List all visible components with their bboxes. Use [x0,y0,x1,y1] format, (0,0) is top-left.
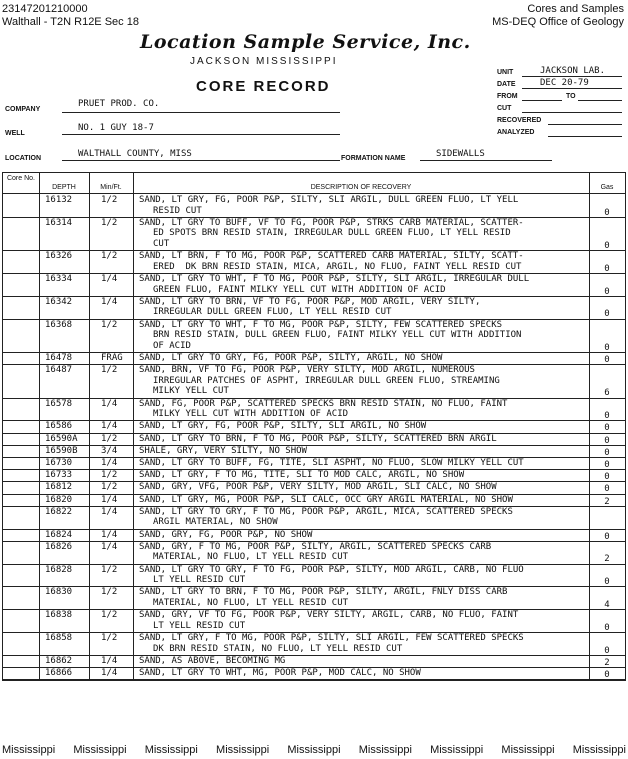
unit-value: JACKSON LAB. [540,66,606,76]
date-label: DATE [497,81,516,88]
location-line: Walthall - T2N R12E Sec 18 [2,16,139,28]
recovered-label: RECOVERED [497,117,542,124]
cut-line [522,112,622,113]
gas-cell: 0 [604,411,610,422]
description-cell: MATERIAL, NO FLUO, LT YELL RESID CUT [153,552,349,563]
description-cell: SAND, LT GRY TO WHT, F TO MG, POOR P&P, SILTY, SLI ARGIL, IRREGULAR DULL [139,274,530,284]
gas-cell: 0 [604,460,610,470]
description-cell: LT YELL RESID CUT [153,620,246,631]
depth-cell: 16824 [45,529,73,540]
row-divider [3,679,625,680]
description-cell: GREEN FLUO, FAINT MILKY YELL CUT WITH ADDITION OF ACID [153,284,446,295]
company-line [62,112,340,113]
description-cell: SAND, LT GRY TO BRN, F TO MG, POOR P&P, SILTY, ARGIL, FNLY DISS CARB [139,587,508,598]
min-ft-cell: 1/2 [101,587,118,598]
gas-cell: 0 [604,423,610,434]
description-cell: SAND, BRN, VF TO FG, POOR P&P, VERY SILTY, MOD ARGIL, NUMEROUS [139,365,475,376]
gas-cell: 0 [604,447,610,458]
analyzed-label: ANALYZED [497,129,535,136]
min-ft-cell: 1/4 [101,494,118,505]
min-ft-cell: 1/4 [101,506,118,517]
min-ft-cell: 1/2 [101,319,118,330]
min-ft-cell: 1/2 [101,195,118,205]
footer-state: Mississippi [358,744,412,756]
gas-cell: 2 [604,554,610,565]
to-line [578,100,622,101]
description-cell: LT YELL RESID CUT [153,575,246,586]
unit-line [522,76,622,77]
description-cell: SAND, LT GRY, F TO MG, POOR P&P, SILTY, SLI ARGIL, FEW SCATTERED SPECKS [139,633,524,643]
gas-cell: 0 [604,484,610,495]
gas-cell: 0 [604,577,610,588]
description-cell: DK BRN RESID STAIN, NO FLUO, LT YELL RESID CUT [153,643,403,654]
min-ft-cell: 1/2 [101,217,118,228]
gas-cell: 0 [604,342,610,353]
description-cell: SAND, GRY, FG, POOR P&P, NO SHOW [139,529,313,540]
well-value: NO. 1 GUY 18-7 [78,123,154,133]
description-cell: MILKY YELL CUT WITH ADDITION OF ACID [153,409,349,420]
depth-cell: 16334 [45,274,73,284]
footer-state: Mississippi [2,744,56,756]
depth-cell: 16314 [45,217,73,228]
depth-cell: 16820 [45,494,73,505]
form-title: CORE RECORD [196,78,331,95]
description-cell: SAND, LT GRY TO WHT, MG, POOR P&P, MOD CALC, NO SHOW [139,668,421,678]
description-cell: SAND, LT GRY TO BRN, F TO MG, POOR P&P, SILTY, SCATTERED BRN ARGIL [139,433,497,444]
min-ft-cell: 1/2 [101,610,118,621]
header-divider [3,193,625,194]
depth-cell: 16590A [45,433,78,444]
min-ft-cell: 1/4 [101,296,118,307]
company-value: PRUET PROD. CO. [78,99,160,109]
description-cell: SAND, LT GRY, FG, POOR P&P, SILTY, SLI ARGIL, NO SHOW [139,421,427,432]
description-cell: IRREGULAR PATCHES OF ASPHT, IRREGULAR DULL GREEN FLUO, STREAMING [153,375,500,386]
min-ft-header: Min/Ft. [100,184,122,191]
min-ft-cell: 1/4 [101,529,118,540]
gas-cell: 0 [604,286,610,297]
description-cell: BRN RESID STAIN, DULL GREEN FLUO, FAINT MILKY YELL CUT WITH ADDITION [153,330,522,341]
description-cell: MATERIAL, NO FLUO, LT YELL RESID CUT [153,598,349,608]
description-cell: SAND, LT GRY TO BRN, VF TO FG, POOR P&P, MOD ARGIL, VERY SILTY, [139,296,481,307]
min-ft-cell: 1/2 [101,482,118,493]
description-cell: SAND, LT GRY, MG, POOR P&P, SLI CALC, OCC GRY ARGIL MATERIAL, NO SHOW [139,494,513,505]
recovered-line [548,124,622,125]
gas-cell: 2 [604,657,610,668]
description-header: DESCRIPTION OF RECOVERY [310,184,412,191]
core-record-table [2,172,626,681]
company-label: COMPANY [5,106,41,113]
to-label: TO [566,93,576,100]
gas-cell: 6 [604,388,610,399]
depth-cell: 16812 [45,482,73,493]
depth-cell: 16866 [45,668,73,678]
unit-label: UNIT [497,69,514,76]
from-label: FROM [497,93,518,100]
gas-cell: 2 [604,496,610,507]
gas-cell: 0 [604,263,610,274]
document-id: 23147201210000 [2,3,88,15]
depth-cell: 16586 [45,421,73,432]
description-cell: SAND, LT GRY TO BUFF, VF TO FG, POOR P&P, STRKS CARB MATERIAL, SCATTER- [139,217,524,228]
depth-cell: 16862 [45,655,73,666]
gas-cell: 0 [604,531,610,542]
collection-title: Cores and Samples [527,3,624,15]
depth-cell: 16326 [45,251,73,262]
col-divider [89,173,90,680]
well-label: WELL [5,130,25,137]
min-ft-cell: 1/4 [101,421,118,432]
footer-state: Mississippi [430,744,484,756]
footer-state: Mississippi [144,744,198,756]
description-cell: OF ACID [153,340,191,351]
description-cell: ED SPOTS BRN RESID STAIN, IRREGULAR DULL GREEN FLUO, LT YELL RESID [153,228,511,239]
description-cell: IRREGULAR DULL GREEN FLUO, LT YELL RESID CUT [153,307,392,318]
description-cell: SAND, LT BRN, F TO MG, POOR P&P, SCATTERED CARB MATERIAL, SILTY, SCATT- [139,251,524,262]
office-name: MS-DEQ Office of Geology [492,16,624,28]
date-line [522,88,622,89]
location-line [62,160,340,161]
min-ft-cell: 1/2 [101,433,118,444]
depth-cell: 16368 [45,319,73,330]
description-cell: CUT [153,239,170,249]
row-divider [3,655,625,656]
footer-state: Mississippi [287,744,341,756]
min-ft-cell: 1/2 [101,633,118,643]
description-cell: SAND, LT GRY TO GRY, FG, POOR P&P, SILTY, ARGIL, NO SHOW [139,353,443,363]
min-ft-cell: 1/4 [101,458,118,468]
depth-cell: 16838 [45,610,73,621]
depth-cell: 16733 [45,470,73,481]
depth-cell: 16478 [45,353,73,363]
description-cell: ERED DK BRN RESID STAIN, MICA, ARGIL, NO FLUO, FAINT YELL RESID CUT [153,261,522,272]
formation-label: FORMATION NAME [341,155,406,162]
description-cell: SAND, GRY, VFG, POOR P&P, VERY SILTY, MOD ARGIL, SLI CALC, NO SHOW [139,482,497,493]
depth-cell: 16730 [45,458,73,468]
lab-city: JACKSON MISSISSIPPI [190,56,338,67]
depth-cell: 16830 [45,587,73,598]
gas-cell: 0 [604,645,610,656]
depth-cell: 16132 [45,195,73,205]
depth-cell: 16822 [45,506,73,517]
col-divider [133,173,134,680]
description-cell: SAND, GRY, F TO MG, POOR P&P, SILTY, ARGIL, SCATTERED SPECKS CARB [139,541,492,552]
lab-company-title: Location Sample Service, Inc. [140,31,471,53]
depth-cell: 16858 [45,633,73,643]
description-cell: RESID CUT [153,205,202,216]
description-cell: SAND, FG, POOR P&P, SCATTERED SPECKS BRN RESID STAIN, NO FLUO, FAINT [139,398,508,409]
footer-state: Mississippi [501,744,555,756]
gas-cell: 0 [604,309,610,320]
date-value: DEC 20-79 [540,78,589,88]
gas-cell: 0 [604,435,610,446]
depth-header: DEPTH [52,184,76,191]
min-ft-cell: FRAG [101,353,123,363]
depth-cell: 16578 [45,398,73,409]
description-cell: ARGIL MATERIAL, NO SHOW [153,517,278,528]
description-cell: SAND, LT GRY TO GRY, F TO FG, POOR P&P, SILTY, MOD ARGIL, CARB, NO FLUO [139,564,524,575]
min-ft-cell: 1/4 [101,668,118,678]
gas-cell: 0 [604,670,610,680]
gas-cell: 4 [604,600,610,610]
footer-state: Mississippi [216,744,270,756]
gas-cell: 0 [604,355,610,365]
well-line [62,134,340,135]
gas-cell: 0 [604,207,610,218]
col-divider [39,173,40,680]
description-cell: SAND, LT GRY, F TO MG, TITE, SLI TO MOD CALC, ARGIL, NO SHOW [139,470,465,481]
analyzed-line [548,136,622,137]
footer-state: Mississippi [572,744,626,756]
gas-cell: 0 [604,472,610,483]
min-ft-cell: 1/4 [101,655,118,666]
min-ft-cell: 3/4 [101,445,118,456]
min-ft-cell: 1/2 [101,251,118,262]
formation-value: SIDEWALLS [436,149,485,159]
location-value: WALTHALL COUNTY, MISS [78,149,192,159]
footer-state: Mississippi [73,744,127,756]
depth-cell: 16590B [45,445,78,456]
row-divider [3,445,625,446]
from-line [522,100,562,101]
footer [0,744,628,756]
gas-cell: 0 [604,241,610,251]
min-ft-cell: 1/2 [101,365,118,376]
description-cell: SAND, LT GRY TO GRY, F TO MG, POOR P&P, ARGIL, MICA, SCATTERED SPECKS [139,506,513,517]
gas-cell: 0 [604,622,610,633]
core-no-header: Core No. [6,175,35,182]
depth-cell: 16487 [45,365,73,376]
min-ft-cell: 1/4 [101,398,118,409]
depth-cell: 16826 [45,541,73,552]
min-ft-cell: 1/2 [101,564,118,575]
formation-line [420,160,552,161]
row-divider [3,529,625,530]
min-ft-cell: 1/2 [101,470,118,481]
location-label: LOCATION [5,155,42,162]
depth-cell: 16828 [45,564,73,575]
description-cell: SAND, LT GRY TO WHT, F TO MG, POOR P&P, SILTY, FEW SCATTERED SPECKS [139,319,503,330]
description-cell: MILKY YELL CUT [153,386,229,397]
description-cell: SAND, LT GRY TO BUFF, FG, TITE, SLI ASPHT, NO FLUO, SLOW MILKY YELL CUT [139,458,524,468]
description-cell: SAND, LT GRY, FG, POOR P&P, SILTY, SLI ARGIL, DULL GREEN FLUO, LT YELL [139,195,519,205]
description-cell: SAND, AS ABOVE, BECOMING MG [139,655,286,666]
description-cell: SAND, GRY, VF TO FG, POOR P&P, VERY SILTY, ARGIL, CARB, NO FLUO, FAINT [139,610,519,621]
description-cell: SHALE, GRY, VERY SILTY, NO SHOW [139,445,307,456]
gas-header: Gas [600,184,614,191]
min-ft-cell: 1/4 [101,274,118,284]
min-ft-cell: 1/4 [101,541,118,552]
depth-cell: 16342 [45,296,73,307]
cut-label: CUT [497,105,512,112]
